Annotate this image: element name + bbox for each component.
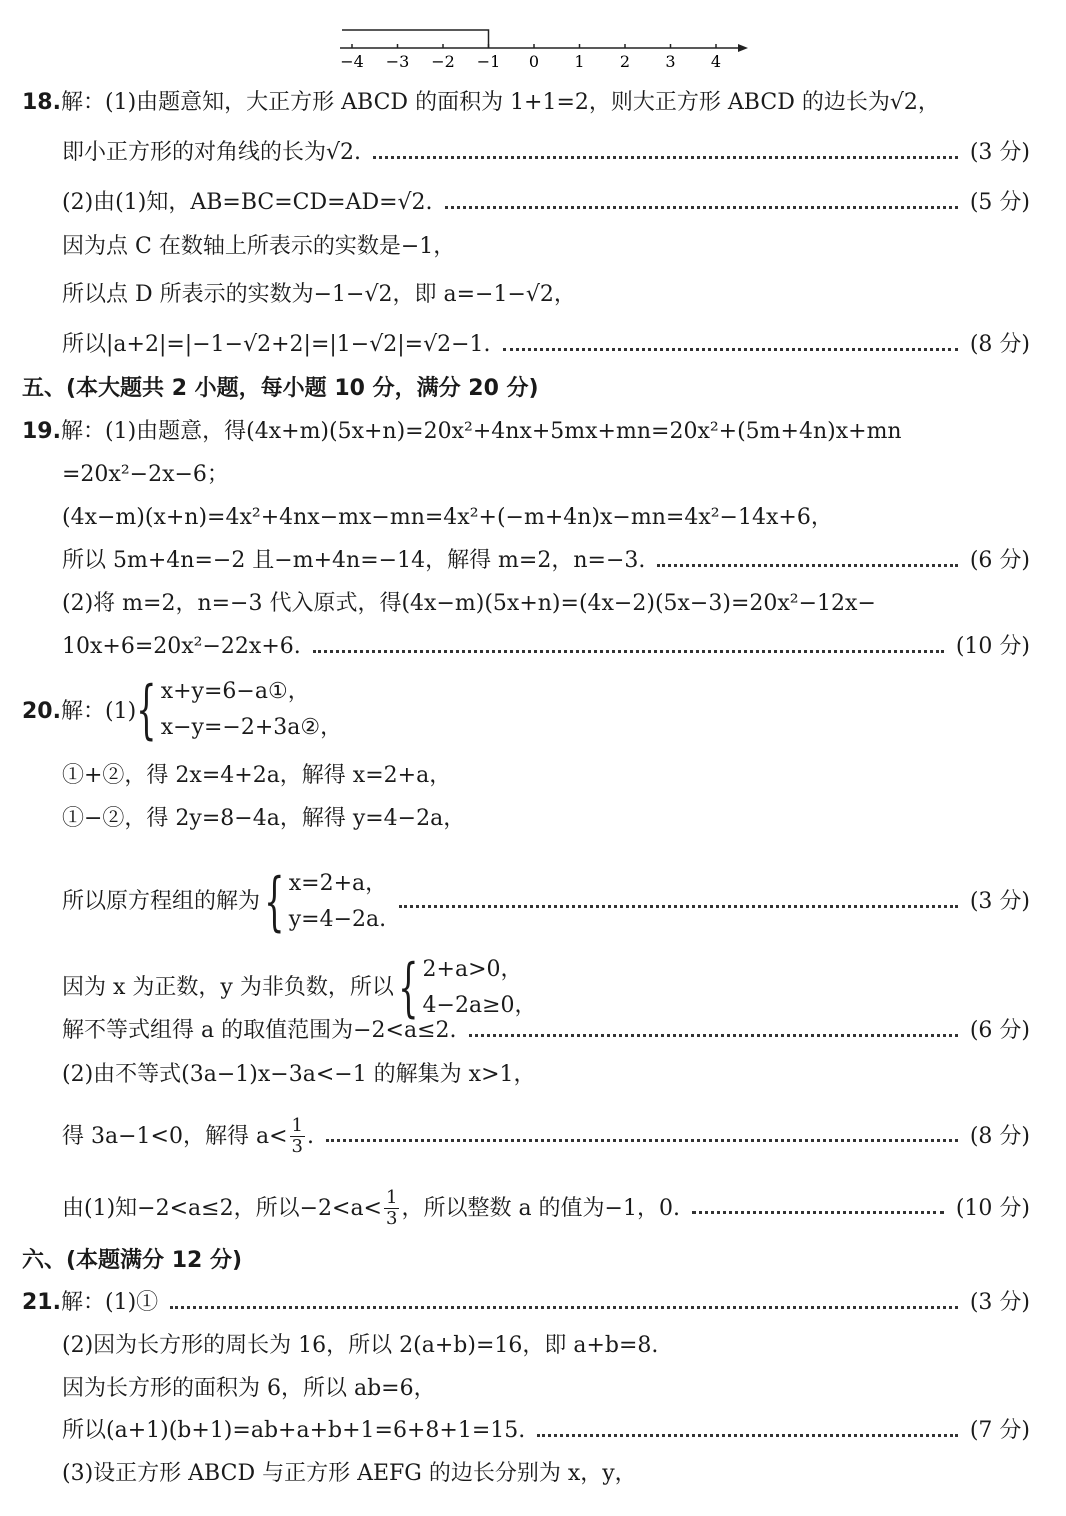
- fraction: $\frac{1}{3}$: [291, 1115, 303, 1157]
- brace-icon: {: [136, 673, 157, 747]
- leader-dots: [373, 156, 958, 159]
- q18-line6: 所以|a+2|=|−1−√2+2|=|1−√2|=√2−1. (8 分): [62, 330, 1030, 360]
- score: (10 分): [955, 1195, 1030, 1221]
- brace-icon: {: [398, 951, 419, 1025]
- q19-line1: 19.解：(1)由题意，得(4x+m)(5x+n)=20x²+4nx+5mx+mn=20x²+(5m+4n)x+mn: [22, 419, 902, 444]
- leader-dots: [445, 206, 958, 209]
- q21-line3: 因为长方形的面积为 6，所以 ab=6，: [62, 1376, 436, 1401]
- q20-line4: 所以原方程组的解为 { x=2+a， y=4−2a. (3 分): [62, 865, 1030, 939]
- score: (7 分): [969, 1418, 1030, 1443]
- axis-arrow-icon: [738, 44, 748, 52]
- score: (3 分): [969, 1290, 1030, 1315]
- tick-label: −3: [385, 52, 410, 71]
- q18-line5: 所以点 D 所表示的实数为−1−√2，即 a=−1−√2，: [62, 282, 576, 307]
- q20-line6: 解不等式组得 a 的取值范围为−2<a≤2. (6 分): [62, 1016, 1030, 1046]
- q20-line9: 由(1)知−2<a≤2，所以−2<a< $\frac{1}{3}$ ，所以整数 a 的值为−1，0. (10 分): [62, 1187, 1030, 1229]
- q19-line4: 所以 5m+4n=−2 且−m+4n=−14，解得 m=2，n=−3. (6 分): [62, 546, 1030, 576]
- q21-line1: 21. 解：(1)① (3 分): [22, 1288, 1030, 1318]
- q20-line7: (2)由不等式(3a−1)x−3a<−1 的解集为 x>1，: [62, 1062, 536, 1087]
- q19-line2: =20x²−2x−6；: [62, 462, 229, 487]
- q19-line6: 10x+6=20x²−22x+6. (10 分): [62, 632, 1030, 662]
- q19-line3: (4x−m)(x+n)=4x²+4nx−mx−mn=4x²+(−m+4n)x−mn=4x²−14x+6，: [62, 505, 833, 530]
- equation-system-2: { x=2+a， y=4−2a.: [264, 865, 388, 939]
- section-header-6: 六、(本题满分 12 分): [22, 1248, 243, 1273]
- equation-system-1: { x+y=6−a①， x−y=−2+3a②，: [136, 673, 343, 747]
- q21-line4: 所以(a+1)(b+1)=ab+a+b+1=6+8+1=15. (7 分): [62, 1416, 1030, 1446]
- leader-dots: [170, 1306, 958, 1309]
- leader-dots: [657, 564, 957, 567]
- question-number: 20.: [22, 699, 61, 724]
- q18-line3: (2)由(1)知，AB=BC=CD=AD=√2. (5 分): [62, 188, 1030, 218]
- fraction: $\frac{1}{3}$: [386, 1187, 398, 1229]
- q19-line5: (2)将 m=2，n=−3 代入原式，得(4x−m)(5x+n)=(4x−2)(5x−3)=20x²−12x−: [62, 591, 876, 616]
- tick-label: −1: [476, 52, 501, 71]
- interval-bracket: [342, 30, 489, 48]
- leader-dots: [399, 905, 958, 908]
- tick-label: 1: [574, 52, 585, 71]
- score: (5 分): [969, 190, 1030, 215]
- q21-line2: (2)因为长方形的周长为 16，所以 2(a+b)=16，即 a+b=8.: [62, 1333, 659, 1358]
- q18-line2: 即小正方形的对角线的长为√2. (3 分): [62, 138, 1030, 168]
- score: (8 分): [969, 332, 1030, 357]
- score: (8 分): [969, 1123, 1030, 1149]
- q20-line1-prefix: 20.解：(1): [22, 699, 137, 724]
- q20-line2: ①+②，得 2x=4+2a，解得 x=2+a，: [62, 763, 452, 788]
- inequality-system: { 2+a>0， 4−2a≥0，: [398, 951, 537, 1025]
- score: (3 分): [969, 140, 1030, 165]
- leader-dots: [503, 348, 958, 351]
- leader-dots: [313, 650, 944, 653]
- tick-label: 3: [665, 52, 676, 71]
- question-number: 18.: [22, 90, 61, 115]
- score: (3 分): [969, 889, 1030, 914]
- brace-icon: {: [264, 865, 285, 939]
- score: (10 分): [955, 634, 1030, 659]
- q21-line5: (3)设正方形 ABCD 与正方形 AEFG 的边长分别为 x，y，: [62, 1461, 637, 1486]
- q20-line5: 因为 x 为正数，y 为非负数，所以 { 2+a>0， 4−2a≥0，: [62, 951, 537, 1025]
- q20-line3: ①−②，得 2y=8−4a，解得 y=4−2a，: [62, 806, 466, 831]
- question-number: 19.: [22, 419, 61, 444]
- leader-dots: [326, 1139, 958, 1142]
- question-number: 21.: [22, 1290, 61, 1315]
- q20-line8: 得 3a−1<0，解得 a< $\frac{1}{3}$ . (8 分): [62, 1115, 1030, 1157]
- score: (6 分): [969, 1018, 1030, 1043]
- q18-line4: 因为点 C 在数轴上所表示的实数是−1，: [62, 234, 456, 259]
- score: (6 分): [969, 548, 1030, 573]
- q18-line1: 18.解：(1)由题意知，大正方形 ABCD 的面积为 1+1=2，则大正方形 ABCD 的边长为√2，: [22, 90, 940, 115]
- leader-dots: [537, 1434, 958, 1437]
- tick-label: 0: [528, 52, 540, 71]
- leader-dots: [692, 1211, 944, 1214]
- tick-label: 2: [619, 52, 631, 71]
- number-line: [330, 22, 760, 72]
- tick-label: 4: [710, 52, 722, 71]
- tick-label: −2: [431, 52, 455, 71]
- section-header-5: 五、(本大题共 2 小题，每小题 10 分，满分 20 分): [22, 376, 539, 401]
- leader-dots: [469, 1034, 958, 1037]
- tick-label: −4: [340, 52, 364, 71]
